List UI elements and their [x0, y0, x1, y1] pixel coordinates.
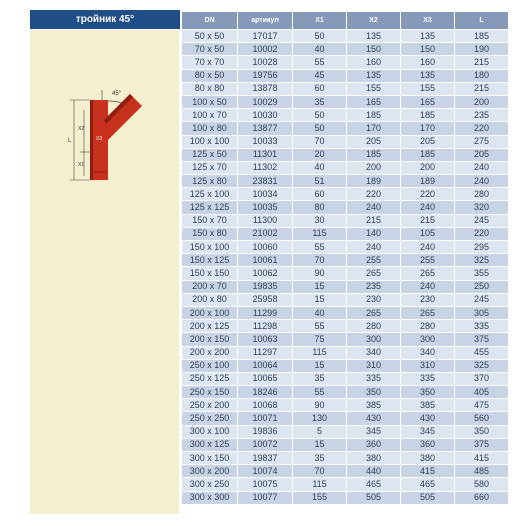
label-X1: X1	[78, 162, 85, 168]
cell-article: 10035	[238, 201, 293, 214]
cell-x2: 345	[347, 425, 401, 438]
table-row	[182, 386, 509, 399]
cell-x2: 265	[347, 306, 401, 319]
cell-article: 11302	[238, 161, 293, 174]
cell-dn: 150 x 150	[182, 267, 238, 280]
cell-x3: 189	[401, 175, 455, 188]
cell-x3: 385	[401, 399, 455, 412]
cell-x3: 300	[401, 333, 455, 346]
cell-l: 305	[455, 306, 509, 319]
table-row	[182, 227, 509, 240]
cell-x1: 40	[293, 306, 347, 319]
cell-dn: 150 x 80	[182, 227, 238, 240]
main-pipe-shadow	[90, 100, 93, 180]
cell-l: 475	[455, 399, 509, 412]
cell-article: 10074	[238, 465, 293, 478]
cell-x3: 280	[401, 320, 455, 333]
cell-x3: 340	[401, 346, 455, 359]
table-row	[182, 491, 509, 504]
cell-x1: 40	[293, 43, 347, 56]
cell-l: 375	[455, 438, 509, 451]
cell-x1: 75	[293, 333, 347, 346]
cell-article: 11301	[238, 148, 293, 161]
cell-l: 180	[455, 69, 509, 82]
cell-dn: 100 x 70	[182, 109, 238, 122]
table-row	[182, 95, 509, 108]
cell-x3: 380	[401, 452, 455, 465]
label-L: L	[68, 138, 72, 144]
label-X2: X2	[78, 126, 85, 132]
cell-l: 235	[455, 109, 509, 122]
cell-article: 10075	[238, 478, 293, 491]
cell-x3: 255	[401, 254, 455, 267]
cell-x2: 240	[347, 201, 401, 214]
cell-x1: 15	[293, 280, 347, 293]
cell-x1: 115	[293, 478, 347, 491]
cell-dn: 300 x 250	[182, 478, 238, 491]
cell-l: 240	[455, 175, 509, 188]
cell-article: 19837	[238, 452, 293, 465]
cell-l: 250	[455, 280, 509, 293]
cell-x1: 50	[293, 122, 347, 135]
table-row	[182, 267, 509, 280]
cell-dn: 150 x 125	[182, 254, 238, 267]
table-row	[182, 109, 509, 122]
table-row	[182, 452, 509, 465]
cell-article: 18246	[238, 386, 293, 399]
cell-x2: 230	[347, 293, 401, 306]
cell-x2: 160	[347, 56, 401, 69]
cell-x3: 170	[401, 122, 455, 135]
table-row	[182, 412, 509, 425]
spec-table	[181, 11, 509, 505]
cell-dn: 250 x 150	[182, 386, 238, 399]
cell-l: 185	[455, 30, 509, 43]
table-row	[182, 122, 509, 135]
cell-x1: 60	[293, 188, 347, 201]
cell-l: 580	[455, 478, 509, 491]
cell-l: 275	[455, 135, 509, 148]
cell-article: 10060	[238, 241, 293, 254]
cell-x1: 115	[293, 346, 347, 359]
cell-x1: 130	[293, 412, 347, 425]
cell-x1: 35	[293, 95, 347, 108]
cell-x1: 70	[293, 135, 347, 148]
cell-x3: 240	[401, 241, 455, 254]
cell-article: 13878	[238, 82, 293, 95]
cell-x3: 240	[401, 280, 455, 293]
cell-x2: 360	[347, 438, 401, 451]
cell-article: 11298	[238, 320, 293, 333]
cell-x1: 80	[293, 201, 347, 214]
cell-l: 355	[455, 267, 509, 280]
cell-x2: 255	[347, 254, 401, 267]
cell-article: 25958	[238, 293, 293, 306]
cell-x3: 205	[401, 135, 455, 148]
cell-x2: 350	[347, 386, 401, 399]
cell-l: 455	[455, 346, 509, 359]
cell-dn: 250 x 100	[182, 359, 238, 372]
cell-l: 240	[455, 161, 509, 174]
cell-dn: 300 x 300	[182, 491, 238, 504]
cell-x1: 40	[293, 161, 347, 174]
table-row	[182, 56, 509, 69]
cell-x2: 430	[347, 412, 401, 425]
cell-dn: 125 x 100	[182, 188, 238, 201]
cell-l: 370	[455, 372, 509, 385]
cell-dn: 200 x 100	[182, 306, 238, 319]
cell-x2: 340	[347, 346, 401, 359]
cell-x2: 280	[347, 320, 401, 333]
cell-l: 325	[455, 359, 509, 372]
table-row	[182, 188, 509, 201]
cell-x2: 135	[347, 69, 401, 82]
cell-article: 21002	[238, 227, 293, 240]
cell-x2: 300	[347, 333, 401, 346]
table-row	[182, 359, 509, 372]
cell-dn: 200 x 150	[182, 333, 238, 346]
cell-x2: 205	[347, 135, 401, 148]
cell-x1: 35	[293, 452, 347, 465]
cell-dn: 250 x 200	[182, 399, 238, 412]
cell-x2: 170	[347, 122, 401, 135]
cell-x3: 505	[401, 491, 455, 504]
cell-article: 10030	[238, 109, 293, 122]
cell-x2: 440	[347, 465, 401, 478]
cell-x2: 310	[347, 359, 401, 372]
title-bar	[30, 10, 180, 29]
cell-article: 10002	[238, 43, 293, 56]
cell-article: 10029	[238, 95, 293, 108]
cell-x2: 235	[347, 280, 401, 293]
table-row	[182, 425, 509, 438]
cell-l: 200	[455, 95, 509, 108]
cell-article: 11300	[238, 214, 293, 227]
cell-x3: 345	[401, 425, 455, 438]
header-l: L	[455, 12, 509, 30]
cell-x3: 350	[401, 386, 455, 399]
cell-l: 320	[455, 201, 509, 214]
cell-x1: 15	[293, 359, 347, 372]
cell-article: 10065	[238, 372, 293, 385]
table-row	[182, 254, 509, 267]
cell-article: 10068	[238, 399, 293, 412]
cell-x2: 380	[347, 452, 401, 465]
header-x2: X2	[347, 12, 401, 30]
cell-l: 325	[455, 254, 509, 267]
cell-article: 23831	[238, 175, 293, 188]
cell-x2: 385	[347, 399, 401, 412]
cell-x2: 200	[347, 161, 401, 174]
cell-x3: 465	[401, 478, 455, 491]
cell-article: 10064	[238, 359, 293, 372]
cell-dn: 250 x 125	[182, 372, 238, 385]
cell-article: 10072	[238, 438, 293, 451]
cell-x3: 150	[401, 43, 455, 56]
cell-article: 11299	[238, 306, 293, 319]
cell-x1: 55	[293, 241, 347, 254]
table-row	[182, 320, 509, 333]
cell-dn: 50 x 50	[182, 30, 238, 43]
cell-l: 405	[455, 386, 509, 399]
table-row	[182, 346, 509, 359]
cell-dn: 200 x 125	[182, 320, 238, 333]
cell-l: 280	[455, 188, 509, 201]
cell-x3: 430	[401, 412, 455, 425]
cell-x2: 189	[347, 175, 401, 188]
cell-dn: 300 x 125	[182, 438, 238, 451]
cell-article: 10028	[238, 56, 293, 69]
cell-x1: 30	[293, 214, 347, 227]
cell-x2: 215	[347, 214, 401, 227]
cell-article: 17017	[238, 30, 293, 43]
cell-x3: 200	[401, 161, 455, 174]
cell-dn: 125 x 80	[182, 175, 238, 188]
cell-x3: 265	[401, 306, 455, 319]
table-body	[182, 30, 509, 505]
table-row	[182, 280, 509, 293]
cell-x2: 150	[347, 43, 401, 56]
cell-x3: 230	[401, 293, 455, 306]
cell-x1: 51	[293, 175, 347, 188]
cell-x2: 335	[347, 372, 401, 385]
cell-l: 485	[455, 465, 509, 478]
cell-x2: 135	[347, 30, 401, 43]
cell-article: 19835	[238, 280, 293, 293]
cell-dn: 300 x 100	[182, 425, 238, 438]
tee-45-diagram	[38, 80, 158, 190]
cell-article: 13877	[238, 122, 293, 135]
cell-x2: 165	[347, 95, 401, 108]
table-row	[182, 399, 509, 412]
cell-dn: 100 x 50	[182, 95, 238, 108]
cell-l: 660	[455, 491, 509, 504]
cell-x3: 160	[401, 56, 455, 69]
table-row	[182, 69, 509, 82]
cell-dn: 125 x 50	[182, 148, 238, 161]
table-row	[182, 82, 509, 95]
cell-l: 215	[455, 82, 509, 95]
cell-x1: 90	[293, 399, 347, 412]
cell-x1: 90	[293, 267, 347, 280]
cell-x3: 165	[401, 95, 455, 108]
cell-x1: 60	[293, 82, 347, 95]
cell-dn: 80 x 80	[182, 82, 238, 95]
cell-article: 11297	[238, 346, 293, 359]
cell-x2: 220	[347, 188, 401, 201]
cell-article: 10062	[238, 267, 293, 280]
cell-article: 10063	[238, 333, 293, 346]
cell-x1: 45	[293, 69, 347, 82]
cell-l: 220	[455, 122, 509, 135]
cell-x3: 310	[401, 359, 455, 372]
cell-article: 10071	[238, 412, 293, 425]
cell-x1: 50	[293, 30, 347, 43]
cell-l: 295	[455, 241, 509, 254]
cell-x1: 5	[293, 425, 347, 438]
cell-dn: 200 x 70	[182, 280, 238, 293]
cell-x2: 185	[347, 109, 401, 122]
cell-x2: 505	[347, 491, 401, 504]
table-row	[182, 438, 509, 451]
table-row	[182, 333, 509, 346]
cell-x3: 360	[401, 438, 455, 451]
cell-x3: 215	[401, 214, 455, 227]
cell-x1: 15	[293, 293, 347, 306]
cell-x3: 265	[401, 267, 455, 280]
cell-article: 10034	[238, 188, 293, 201]
cell-x1: 55	[293, 56, 347, 69]
cell-x2: 465	[347, 478, 401, 491]
cell-dn: 70 x 70	[182, 56, 238, 69]
cell-x2: 140	[347, 227, 401, 240]
cell-article: 10077	[238, 491, 293, 504]
cell-dn: 100 x 80	[182, 122, 238, 135]
cell-x1: 15	[293, 438, 347, 451]
cell-dn: 100 x 100	[182, 135, 238, 148]
table-row	[182, 372, 509, 385]
cell-dn: 125 x 125	[182, 201, 238, 214]
table-row	[182, 148, 509, 161]
cell-x3: 155	[401, 82, 455, 95]
cell-x1: 70	[293, 465, 347, 478]
cell-dn: 70 x 50	[182, 43, 238, 56]
cell-l: 335	[455, 320, 509, 333]
table-row	[182, 214, 509, 227]
header-article: артикул	[238, 12, 293, 30]
table-header-row	[182, 12, 509, 30]
table-row	[182, 201, 509, 214]
cell-article: 19756	[238, 69, 293, 82]
cell-x1: 155	[293, 491, 347, 504]
cell-x3: 415	[401, 465, 455, 478]
cell-l: 190	[455, 43, 509, 56]
cell-l: 560	[455, 412, 509, 425]
cell-dn: 150 x 100	[182, 241, 238, 254]
cell-l: 350	[455, 425, 509, 438]
cell-x1: 50	[293, 109, 347, 122]
cell-dn: 250 x 250	[182, 412, 238, 425]
cell-x3: 105	[401, 227, 455, 240]
angle-label: 45°	[112, 91, 122, 97]
cell-l: 375	[455, 333, 509, 346]
table-row	[182, 241, 509, 254]
cell-l: 415	[455, 452, 509, 465]
cell-x1: 35	[293, 372, 347, 385]
table-row	[182, 465, 509, 478]
cell-dn: 125 x 70	[182, 161, 238, 174]
cell-article: 10033	[238, 135, 293, 148]
cell-dn: 200 x 80	[182, 293, 238, 306]
cell-x3: 135	[401, 30, 455, 43]
table-row	[182, 43, 509, 56]
table-row	[182, 293, 509, 306]
cell-dn: 150 x 70	[182, 214, 238, 227]
cell-x2: 240	[347, 241, 401, 254]
cell-l: 215	[455, 56, 509, 69]
cell-x1: 70	[293, 254, 347, 267]
cell-l: 220	[455, 227, 509, 240]
cell-dn: 300 x 150	[182, 452, 238, 465]
label-X3: X3	[96, 136, 103, 142]
table-row	[182, 306, 509, 319]
cell-x2: 185	[347, 148, 401, 161]
table-row	[182, 478, 509, 491]
diagram-panel	[30, 30, 179, 514]
cell-dn: 80 x 50	[182, 69, 238, 82]
page-title: тройник 45°	[75, 14, 135, 25]
cell-x1: 55	[293, 320, 347, 333]
header-x3: X3	[401, 12, 455, 30]
cell-x3: 240	[401, 201, 455, 214]
table-row	[182, 30, 509, 43]
cell-x1: 20	[293, 148, 347, 161]
cell-article: 10061	[238, 254, 293, 267]
cell-dn: 200 x 200	[182, 346, 238, 359]
cell-l: 245	[455, 214, 509, 227]
cell-x3: 135	[401, 69, 455, 82]
cell-x3: 185	[401, 148, 455, 161]
cell-x3: 335	[401, 372, 455, 385]
cell-x2: 265	[347, 267, 401, 280]
header-x1: X1	[293, 12, 347, 30]
cell-article: 19836	[238, 425, 293, 438]
table-row	[182, 161, 509, 174]
cell-x1: 55	[293, 386, 347, 399]
table-row	[182, 135, 509, 148]
cell-x3: 220	[401, 188, 455, 201]
cell-dn: 300 x 200	[182, 465, 238, 478]
table-row	[182, 175, 509, 188]
header-dn: DN	[182, 12, 238, 30]
cell-x1: 115	[293, 227, 347, 240]
cell-l: 205	[455, 148, 509, 161]
cell-l: 245	[455, 293, 509, 306]
cell-x3: 185	[401, 109, 455, 122]
cell-x2: 155	[347, 82, 401, 95]
